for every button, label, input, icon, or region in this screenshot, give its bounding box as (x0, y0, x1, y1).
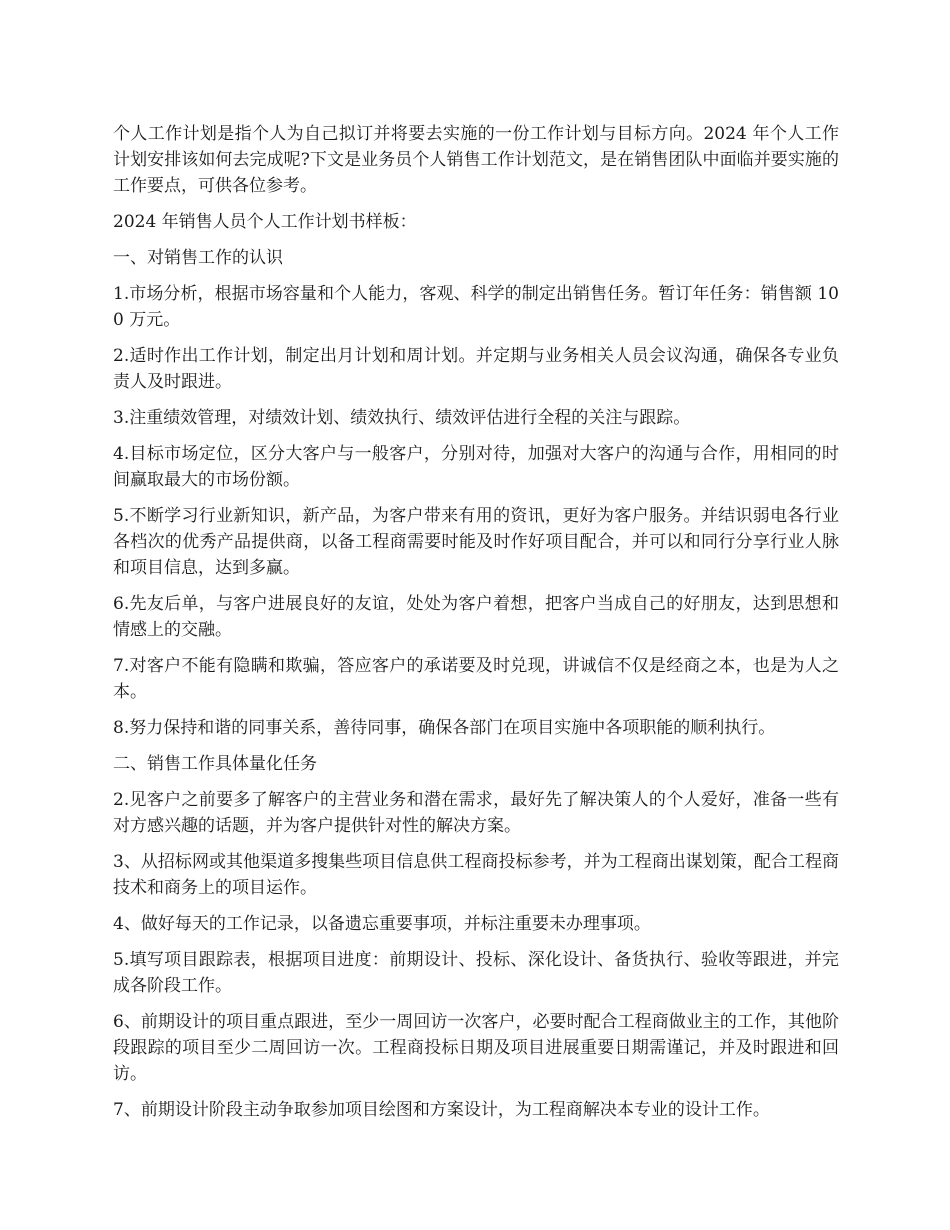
list-item: 4、做好每天的工作记录，以备遗忘重要事项，并标注重要未办理事项。 (113, 914, 651, 934)
list-item: 3、从招标网或其他渠道多搜集些项目信息供工程商投标参考，并为工程商出谋划策，配合工程商技术和商务上的项目运作。 (113, 852, 839, 898)
list-item: 5.不断学习行业新知识，新产品，为客户带来有用的资讯，更好为客户服务。并结识弱电各行业各档次的优秀产品提供商，以备工程商需要时能及时作好项目配合，并可以和同行分享行业人脉和项目信息，达到多赢。 (113, 506, 839, 578)
list-item: 3.注重绩效管理，对绩效计划、绩效执行、绩效评估进行全程的关注与跟踪。 (113, 408, 691, 428)
list-item: 7.对客户不能有隐瞒和欺骗，答应客户的承诺要及时兑现，讲诚信不仅是经商之本，也是为人之本。 (113, 656, 839, 702)
list-item: 1.市场分析，根据市场容量和个人能力，客观、科学的制定出销售任务。暂订年任务：销售额 100 万元。 (113, 284, 839, 330)
list-item: 7、前期设计阶段主动争取参加项目绘图和方案设计，为工程商解决本专业的设计工作。 (113, 1100, 770, 1120)
intro-paragraph: 个人工作计划是指个人为自己拟订并将要去实施的一份工作计划与目标方向。2024 年个人工作计划安排该如何去完成呢?下文是业务员个人销售工作计划范文，是在销售团队中面临并要实施的工作要点，可供各位参考。 (113, 124, 839, 196)
list-item: 6、前期设计的项目重点跟进，至少一周回访一次客户，必要时配合工程商做业主的工作，其他阶段跟踪的项目至少二周回访一次。工程商投标日期及项目进展重要日期需谨记，并及时跟进和回访。 (113, 1012, 839, 1084)
plan-title: 2024 年销售人员个人工作计划书样板： (113, 212, 417, 232)
list-item: 5.填写项目跟踪表，根据项目进度：前期设计、投标、深化设计、备货执行、验收等跟进，并完成各阶段工作。 (113, 950, 839, 996)
list-item: 6.先友后单，与客户进展良好的友谊，处处为客户着想，把客户当成自己的好朋友，达到思想和情感上的交融。 (113, 594, 839, 640)
list-item: 8.努力保持和谐的同事关系，善待同事，确保各部门在项目实施中各项职能的顺利执行。 (113, 718, 776, 738)
list-item: 4.目标市场定位，区分大客户与一般客户，分别对待，加强对大客户的沟通与合作，用相同的时间赢取最大的市场份额。 (113, 444, 839, 490)
list-item: 2.见客户之前要多了解客户的主营业务和潜在需求，最好先了解决策人的个人爱好，准备一些有对方感兴趣的话题，并为客户提供针对性的解决方案。 (113, 790, 839, 836)
list-item: 2.适时作出工作计划，制定出月计划和周计划。并定期与业务相关人员会议沟通，确保各专业负责人及时跟进。 (113, 346, 839, 392)
document-body (113, 121, 839, 1133)
section-heading-1: 一、对销售工作的认识 (113, 248, 283, 268)
section-heading-2: 二、销售工作具体量化任务 (113, 754, 317, 774)
